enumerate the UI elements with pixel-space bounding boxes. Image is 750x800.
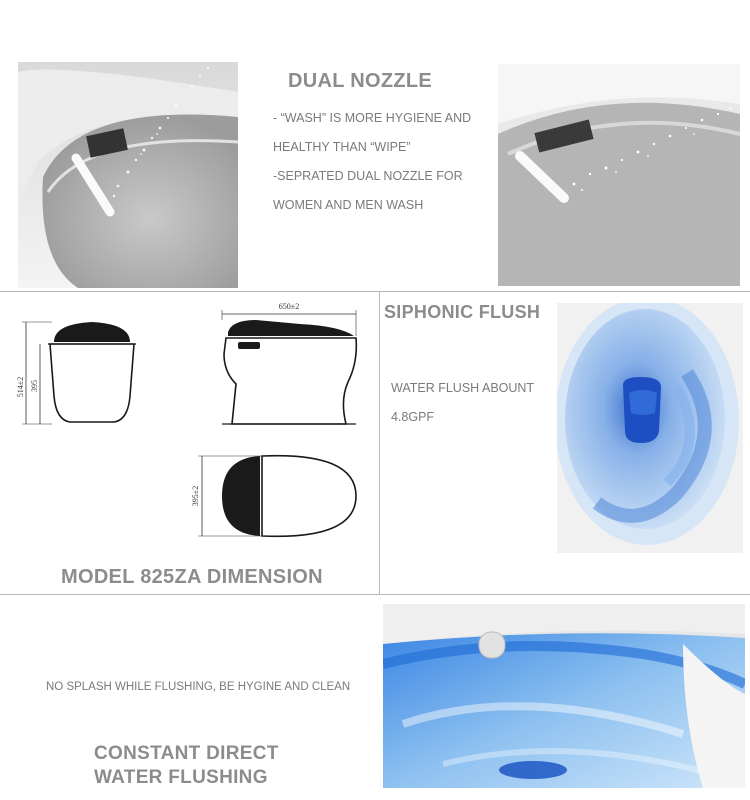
flushing-photo (383, 604, 745, 788)
divider-middle-vertical (379, 292, 380, 594)
dual-nozzle-line-1: - “WASH” IS MORE HYGIENE AND (273, 111, 472, 125)
dual-nozzle-text (273, 104, 498, 220)
divider-bottom (0, 594, 750, 595)
flushing-caption: NO SPLASH WHILE FLUSHING, BE HYGINE AND CLEAN (46, 681, 351, 693)
height-seat-label: 395 (30, 380, 39, 392)
nozzle-photo-right (498, 64, 740, 286)
length-label: 650±2 (278, 302, 300, 311)
flushing-title (94, 742, 279, 790)
siphonic-flush-text (391, 374, 551, 432)
dual-nozzle-line-2: HEALTHY THAN “WIPE” (273, 140, 411, 154)
top-view-drawing (198, 456, 356, 537)
nozzle-photo-left (18, 62, 238, 288)
front-view-drawing (22, 322, 136, 424)
siphonic-line-2: 4.8GPF (391, 410, 435, 424)
siphonic-flush-title: SIPHONIC FLUSH (384, 302, 541, 322)
dual-nozzle-line-3: -SEPRATED DUAL NOZZLE FOR (273, 169, 463, 183)
siphonic-line-1: WATER FLUSH ABOUNT (391, 381, 535, 395)
flushing-title-line-2: WATER FLUSHING (94, 767, 268, 788)
dual-nozzle-line-4: WOMEN AND MEN WASH (273, 198, 424, 212)
width-label: 395±2 (191, 485, 200, 507)
side-view-drawing (222, 310, 356, 424)
dual-nozzle-title: DUAL NOZZLE (288, 70, 433, 92)
dimension-title: MODEL 825ZA DIMENSION (61, 566, 323, 588)
siphonic-flush-photo (557, 303, 743, 553)
dimension-drawing (0, 292, 378, 592)
flushing-title-line-1: CONSTANT DIRECT (94, 743, 279, 764)
height-total-label: 514±2 (16, 376, 25, 398)
